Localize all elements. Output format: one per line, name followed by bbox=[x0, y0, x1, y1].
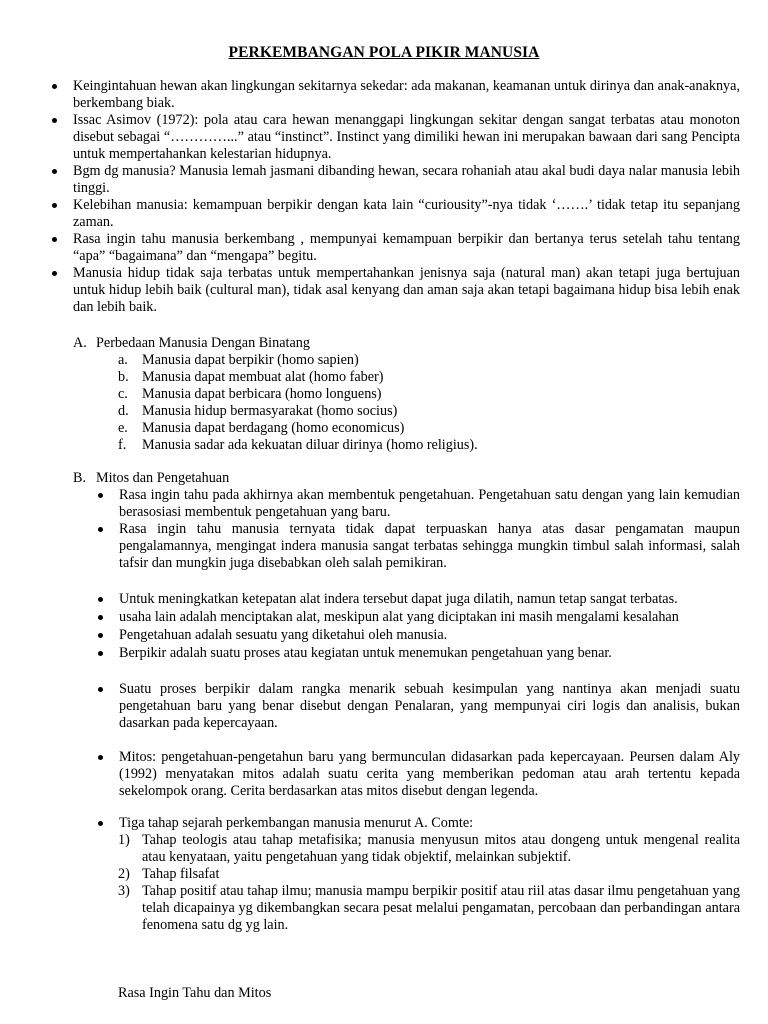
list-item: Rasa ingin tahu manusia berkembang , mempunyai kemampuan berpikir dan bertanya terus setelah tahu tentang “apa” “bagaimana” dan “mengapa” begitu. bbox=[30, 231, 740, 265]
list-item-text: Manusia dapat membuat alat (homo faber) bbox=[142, 369, 384, 385]
list-item-text: Tahap filsafat bbox=[142, 866, 220, 882]
section-a-list bbox=[118, 352, 618, 454]
list-item: Keingintahuan hewan akan lingkungan sekitarnya sekedar: ada makanan, keamanan untuk dirinya dan anak-anaknya, berkembang biak. bbox=[30, 78, 740, 112]
section-b-marker: B. bbox=[73, 470, 87, 486]
list-marker: 3) bbox=[118, 883, 130, 899]
list-item-text: Manusia hidup bermasyarakat (homo socius) bbox=[142, 403, 398, 419]
comte-stages-list bbox=[118, 832, 740, 934]
list-item bbox=[118, 832, 740, 866]
list-item: Berpikir adalah suatu proses atau kegiatan untuk menemukan pengetahuan yang benar. bbox=[95, 645, 740, 662]
list-item bbox=[118, 386, 618, 403]
list-item: Rasa ingin tahu manusia ternyata tidak dapat terpuaskan hanya atas dasar pengamatan maupun pengalamannya, mengingat indera manusia sangat terbatas sehingga mungkin timbul salah informasi, salah tafsir dan mungkin juga disebabkan oleh salah pemikiran. bbox=[95, 521, 740, 572]
list-item-text: Manusia dapat berbicara (homo longuens) bbox=[142, 386, 382, 402]
list-item-text: Manusia dapat berpikir (homo sapien) bbox=[142, 352, 359, 368]
list-item bbox=[118, 403, 618, 420]
section-a-marker: A. bbox=[73, 335, 87, 351]
list-marker: 2) bbox=[118, 866, 130, 882]
section-b-list-3 bbox=[95, 681, 740, 732]
list-marker: c. bbox=[118, 386, 128, 402]
list-item bbox=[118, 866, 740, 883]
list-item: Rasa ingin tahu pada akhirnya akan membentuk pengetahuan. Pengetahuan satu dengan yang lain kemudian berasosiasi membentuk pengetahuan yang baru. bbox=[95, 487, 740, 521]
list-item: Suatu proses berpikir dalam rangka menarik sebuah kesimpulan yang nantinya akan menjadi suatu pengetahuan baru yang benar disebut dengan Penalaran, yang mempunyai ciri logis dan analisis, bukan dasarkan pada kepercayaan. bbox=[95, 681, 740, 732]
list-marker: f. bbox=[118, 437, 127, 453]
page-title: PERKEMBANGAN POLA PIKIR MANUSIA bbox=[228, 44, 540, 61]
list-item: Tiga tahap sejarah perkembangan manusia menurut A. Comte: bbox=[95, 815, 740, 832]
list-marker: d. bbox=[118, 403, 129, 419]
list-item: Manusia hidup tidak saja terbatas untuk mempertahankan jenisnya saja (natural man) akan tetapi juga bertujuan untuk hidup lebih baik (cultural man), tidak asal kenyang dan aman saja akan tetapi bagaimana hidup bisa lebih enak dan lebih baik. bbox=[30, 265, 740, 316]
section-b-list-2 bbox=[95, 591, 740, 662]
list-item: Pengetahuan adalah sesuatu yang diketahui oleh manusia. bbox=[95, 627, 740, 644]
list-item: Untuk meningkatkan ketepatan alat indera tersebut dapat juga dilatih, namun tetap sangat terbatas. bbox=[95, 591, 740, 608]
section-b-list-5 bbox=[95, 815, 740, 832]
list-item-text: Manusia dapat berdagang (homo economicus) bbox=[142, 420, 405, 436]
list-item bbox=[118, 883, 740, 934]
list-item: Mitos: pengetahuan-pengetahun baru yang bermunculan didasarkan pada kepercayaan. Peursen dalam Aly (1992) menyatakan mitos adalah suatu cerita yang memberikan pedoman atau arah tertentu kepada sekelompok orang. Cerita berdasarkan atas mitos disebut dengan legenda. bbox=[95, 749, 740, 800]
list-item bbox=[118, 420, 618, 437]
list-item bbox=[118, 352, 618, 369]
list-item: usaha lain adalah menciptakan alat, meskipun alat yang diciptakan ini masih mengalami kesalahan bbox=[95, 609, 740, 626]
list-item: Bgm dg manusia? Manusia lemah jasmani dibanding hewan, secara rohaniah atau akal budi daya nalar manusia lebih tinggi. bbox=[30, 163, 740, 197]
list-item: Issac Asimov (1972): pola atau cara hewan menanggapi lingkungan sekitar dengan sangat terbatas atau monoton disebut sebagai “…………...” atau “instinct”. Instinct yang dimiliki hewan ini merupakan bawaan dari sang Pencipta untuk mempertahankan kelestarian hidupnya. bbox=[30, 112, 740, 163]
list-item bbox=[118, 369, 618, 386]
list-item bbox=[118, 437, 618, 454]
list-item: Kelebihan manusia: kemampuan berpikir dengan kata lain “curiousity”-nya tidak ‘…….’ tidak tetap itu sepanjang zaman. bbox=[30, 197, 740, 231]
list-marker: 1) bbox=[118, 832, 130, 848]
list-marker: e. bbox=[118, 420, 128, 436]
section-b-heading: Mitos dan Pengetahuan bbox=[96, 470, 230, 486]
list-marker: b. bbox=[118, 369, 129, 385]
list-item-text: Tahap teologis atau tahap metafisika; manusia menyusun mitos atau dongeng untuk mengenal realita atau kenyataan, yaitu pengetahuan yang tidak objektif, melainkan subjektif. bbox=[142, 832, 740, 865]
list-marker: a. bbox=[118, 352, 128, 368]
section-a-heading: Perbedaan Manusia Dengan Binatang bbox=[96, 335, 310, 351]
intro-bullet-list bbox=[30, 78, 740, 316]
list-item-text: Tahap positif atau tahap ilmu; manusia mampu berpikir positif atau riil atas dasar ilmu pengetahuan yang telah dicapainya yg dikembangkan secara pesat melalui pengamatan, percobaan dan perbandingan antara fenomena satu dg yg lain. bbox=[142, 883, 740, 933]
list-item-text: Manusia sadar ada kekuatan diluar dirinya (homo religius). bbox=[142, 437, 478, 453]
section-b-list-4 bbox=[95, 749, 740, 800]
footer-caption: Rasa Ingin Tahu dan Mitos bbox=[118, 985, 272, 1001]
section-b-list-1 bbox=[95, 487, 740, 572]
